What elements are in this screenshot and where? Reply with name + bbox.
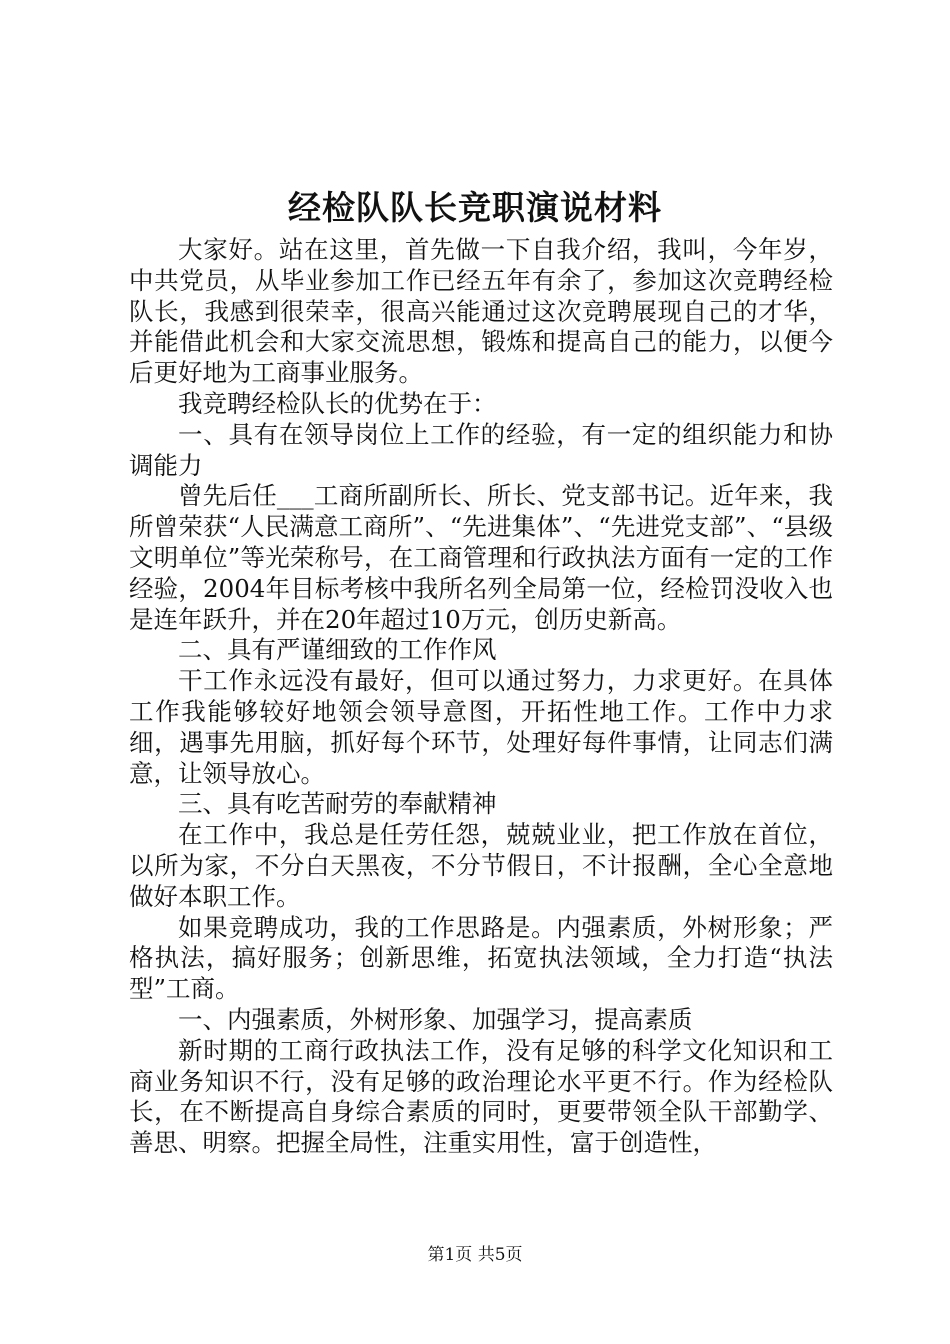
heading-advantage-3: 三、具有吃苦耐劳的奉献精神 bbox=[178, 789, 497, 819]
document-title: 经检队队长竞职演说材料 bbox=[288, 188, 662, 227]
paragraph-advantage-2: 干工作永远没有最好，但可以通过努力，力求更好。在具体工作我能够较好地领会领导意图，开拓性地工作。工作中力求细，遇事先用脑，抓好每个环节，处理好每件事情，让同志们满意，让领导放心。 bbox=[129, 666, 833, 788]
paragraph-advantages-lead: 我竞聘经检队长的优势在于： bbox=[178, 388, 497, 418]
heading-advantage-1: 一、具有在领导岗位上工作的经验，有一定的组织能力和协调能力 bbox=[129, 419, 833, 480]
paragraph-advantage-3: 在工作中，我总是任劳任怨，兢兢业业，把工作放在首位，以所为家，不分白天黑夜，不分节假日，不计报酬，全心全意地做好本职工作。 bbox=[129, 820, 833, 911]
paragraph-advantage-1: 曾先后任___工商所副所长、所长、党支部书记。近年来，我所曾荣获“人民满意工商所”、“先进集体”、“先进党支部”、“县级文明单位”等光荣称号，在工商管理和行政执法方面有一定的工作经验，2004年目标考核中我所名列全局第一位，经检罚没收入也是连年跃升，并在20年超过10万元，创历史新高。 bbox=[129, 481, 833, 634]
paragraph-intro: 大家好。站在这里，首先做一下自我介绍，我叫，今年岁，中共党员，从毕业参加工作已经五年有余了，参加这次竞聘经检队长，我感到很荣幸，很高兴能通过这次竞聘展现自己的才华，并能借此机会和大家交流思想，锻炼和提高自己的能力，以便今后更好地为工商事业服务。 bbox=[129, 235, 833, 388]
paragraph-work-plan: 如果竞聘成功，我的工作思路是。内强素质，外树形象；严格执法，搞好服务；创新思维，拓宽执法领域，全力打造“执法型”工商。 bbox=[129, 912, 833, 1004]
page-number-footer: 第1页 共5页 bbox=[427, 1245, 523, 1265]
paragraph-plan-1: 新时期的工商行政执法工作，没有足够的科学文化知识和工商业务知识不行，没有足够的政治理论水平更不行。作为经检队长，在不断提高自身综合素质的同时，更要带领全队干部勤学、善思、明察。把握全局性，注重实用性，富于创造性， bbox=[129, 1035, 833, 1158]
heading-advantage-2: 二、具有严谨细致的工作作风 bbox=[178, 635, 497, 665]
heading-plan-1: 一、内强素质，外树形象、加强学习，提高素质 bbox=[178, 1004, 693, 1034]
document-body bbox=[129, 235, 833, 1159]
